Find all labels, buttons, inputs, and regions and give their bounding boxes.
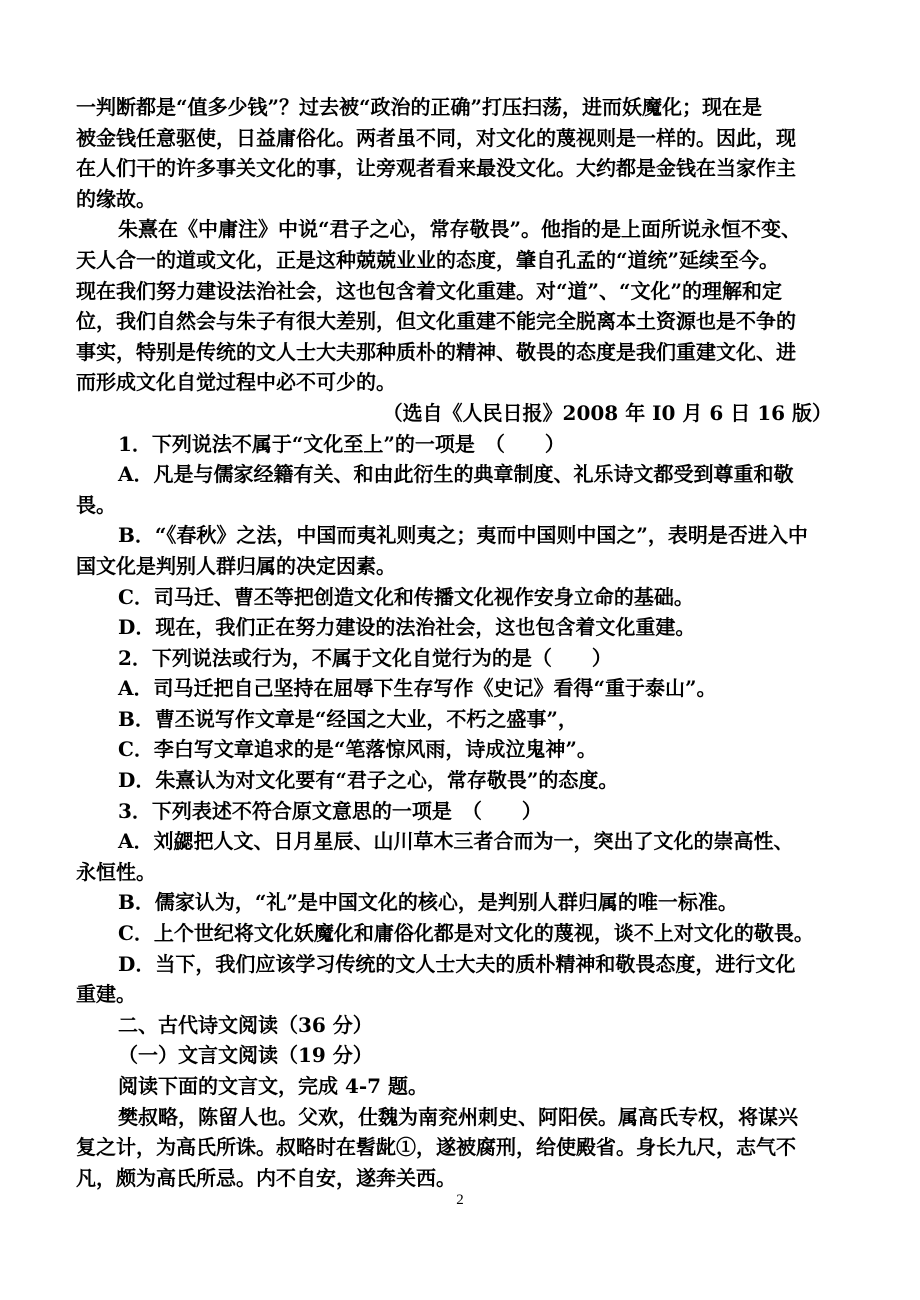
text-line: B．“《春秋》之法，中国而夷礼则夷之；夷而中国则中国之”，表明是否进入中	[118, 523, 808, 548]
page-number: 2	[456, 1192, 464, 1208]
text-line: 樊叔略，陈留人也。父欢，仕魏为南兖州刺史、阿阳侯。属高氏专权，将谋兴	[118, 1104, 798, 1129]
text-line: 一判断都是“值多少钱”？过去被“政治的正确”打压扫荡，进而妖魔化；现在是	[76, 95, 763, 119]
text-line: A．凡是与儒家经籍有关、和由此衍生的典章制度、礼乐诗文都受到尊重和敬	[118, 462, 794, 487]
text-line: A．司马迁把自己坚持在屈辱下生存写作《史记》看得“重于泰山”。	[118, 676, 717, 701]
text-line: B．曹丕说写作文章是“经国之大业，不朽之盛事”，	[118, 706, 578, 731]
text-line: B．儒家认为，“礼”是中国文化的核心，是判别人群归属的唯一标准。	[118, 890, 738, 915]
text-line: 重建。	[76, 982, 136, 1007]
text-line: D．朱熹认为对文化要有“君子之心，常存敬畏”的态度。	[118, 768, 619, 793]
text-line: 天人合一的道或文化，正是这种兢兢业业的态度，肇自孔孟的“道统”延续至今。	[76, 247, 780, 272]
text-line: D．现在，我们正在努力建设的法治社会，这也包含着文化重建。	[118, 615, 696, 640]
text-line: 阅读下面的文言文，完成 4-7 题。	[118, 1074, 429, 1098]
text-line: 而形成文化自觉过程中必不可少的。	[76, 370, 396, 395]
text-line: 永恒性。	[76, 859, 156, 884]
text-line: A．刘勰把人文、日月星辰、山川草木三者合而为一，突出了文化的崇高性、	[118, 829, 794, 854]
text-line: 畏。	[76, 492, 116, 517]
text-line: 被金钱任意驱使，日益庸俗化。两者虽不同，对文化的蔑视则是一样的。因此，现	[76, 125, 796, 150]
text-line: 朱熹在《中庸注》中说“君子之心，常存敬畏”。他指的是上面所说永恒不变、	[118, 217, 802, 242]
document-body	[76, 92, 858, 1193]
text-line: 的缘故。	[76, 186, 156, 211]
text-line: 国文化是判别人群归属的决定因素。	[76, 553, 396, 578]
text-line: 在人们干的许多事关文化的事，让旁观者看来最没文化。大约都是金钱在当家作主	[76, 156, 796, 181]
source-citation: （选自《人民日报》2008 年 I0 月 6 日 16 版）	[382, 400, 832, 425]
text-line: 1．下列说法不属于“文化至上”的一项是 （ ）	[118, 431, 565, 456]
text-line: 位，我们自然会与朱子有很大差别，但文化重建不能完全脱离本土资源也是不争的	[76, 309, 796, 334]
text-line: 2．下列说法或行为，不属于文化自觉行为的是（ ）	[118, 645, 612, 670]
text-line: C．李白写文章追求的是“笔落惊风雨，诗成泣鬼神”。	[118, 737, 597, 762]
text-line: C．司马迁、曹丕等把创造文化和传播文化视作安身立命的基础。	[118, 584, 694, 609]
text-line: 3．下列表述不符合原文意思的一项是 （ ）	[118, 798, 542, 823]
text-line: C．上个世纪将文化妖魔化和庸俗化都是对文化的蔑视，谈不上对文化的敬畏。	[118, 921, 814, 946]
text-line: D．当下，我们应该学习传统的文人士大夫的质朴精神和敬畏态度，进行文化	[118, 951, 796, 976]
text-line: 凡，颇为高氏所忌。内不自安，遂奔关西。	[76, 1165, 456, 1190]
text-line: （一）文言文阅读（19 分）	[118, 1043, 373, 1068]
text-line: 复之计，为高氏所诛。叔略时在髫龀①，遂被腐刑，给使殿省。身长九尺，志气不	[76, 1135, 796, 1160]
text-line: 事实，特别是传统的文人士大夫那种质朴的精神、敬畏的态度是我们重建文化、进	[76, 339, 796, 364]
text-line: 现在我们努力建设法治社会，这也包含着文化重建。对“道”、“文化”的理解和定	[76, 278, 783, 303]
text-line: 二、古代诗文阅读（36 分）	[118, 1012, 373, 1037]
